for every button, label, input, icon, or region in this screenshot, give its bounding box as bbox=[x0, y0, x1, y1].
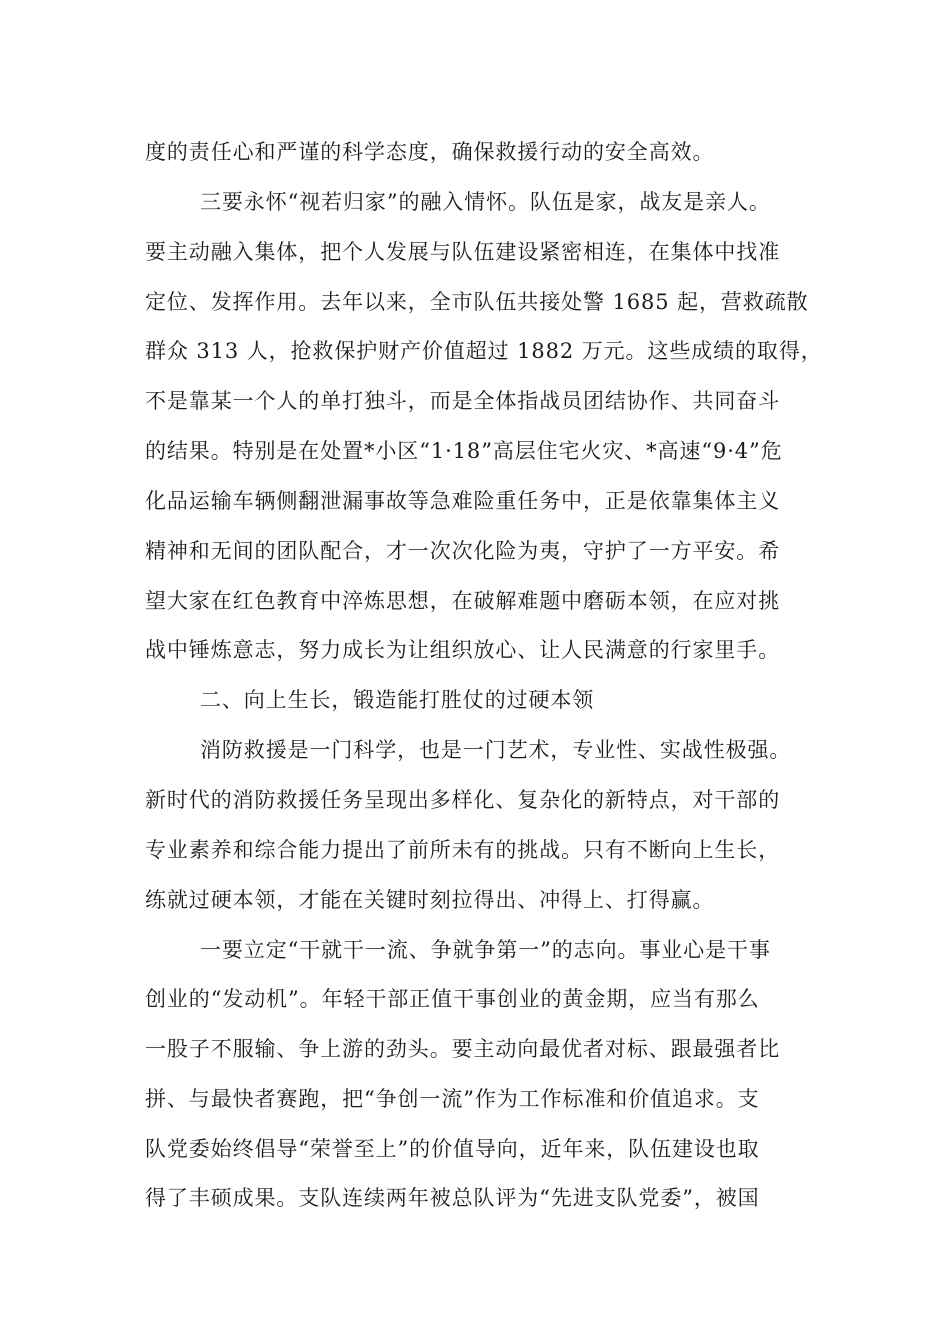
paragraph-start-line: 消防救援是一门科学，也是一门艺术，专业性、实战性极强。 bbox=[200, 738, 792, 762]
section-heading: 二、向上生长，锻造能打胜仗的过硬本领 bbox=[200, 688, 595, 712]
text-line: 战中锤炼意志，努力成长为让组织放心、让人民满意的行家里手。 bbox=[145, 638, 781, 662]
text-line: 化品运输车辆侧翻泄漏事故等急难险重任务中，正是依靠集体主义 bbox=[145, 489, 781, 513]
text-line: 望大家在红色教育中淬炼思想，在破解难题中磨砺本领，在应对挑 bbox=[145, 589, 781, 613]
text-line: 的结果。特别是在处置*小区“1·18”高层住宅火灾、*高速“9·4”危 bbox=[145, 439, 783, 463]
text-line: 定位、发挥作用。去年以来，全市队伍共接处警 1685 起，营救疏散 bbox=[145, 290, 809, 314]
text-line: 拼、与最快者赛跑，把“争创一流”作为工作标准和价值追求。支 bbox=[145, 1087, 760, 1111]
text-line: 新时代的消防救援任务呈现出多样化、复杂化的新特点，对干部的 bbox=[145, 788, 781, 812]
text-line: 不是靠某一个人的单打独斗，而是全体指战员团结协作、共同奋斗 bbox=[145, 389, 781, 413]
text-line: 精神和无间的团队配合，才一次次化险为夷，守护了一方平安。希 bbox=[145, 539, 781, 563]
text-line: 要主动融入集体，把个人发展与队伍建设紧密相连，在集体中找准 bbox=[145, 240, 781, 264]
paragraph-start-line: 三要永怀“视若归家”的融入情怀。队伍是家，战友是亲人。 bbox=[200, 190, 771, 214]
text-line: 度的责任心和严谨的科学态度，确保救援行动的安全高效。 bbox=[145, 140, 715, 164]
text-line: 得了丰硕成果。支队连续两年被总队评为“先进支队党委”，被国 bbox=[145, 1186, 760, 1210]
text-line: 创业的“发动机”。年轻干部正值干事创业的黄金期，应当有那么 bbox=[145, 987, 760, 1011]
paragraph-start-line: 一要立定“干就干一流、争就争第一”的志向。事业心是干事 bbox=[200, 938, 771, 962]
text-line: 群众 313 人，抢救保护财产价值超过 1882 万元。这些成绩的取得， bbox=[145, 339, 823, 363]
text-line: 一股子不服输、争上游的劲头。要主动向最优者对标、跟最强者比 bbox=[145, 1037, 781, 1061]
text-line: 练就过硬本领，才能在关键时刻拉得出、冲得上、打得赢。 bbox=[145, 888, 715, 912]
text-line: 队党委始终倡导“荣誉至上”的价值导向，近年来，队伍建设也取 bbox=[145, 1137, 760, 1161]
text-line: 专业素养和综合能力提出了前所未有的挑战。只有不断向上生长， bbox=[145, 838, 781, 862]
